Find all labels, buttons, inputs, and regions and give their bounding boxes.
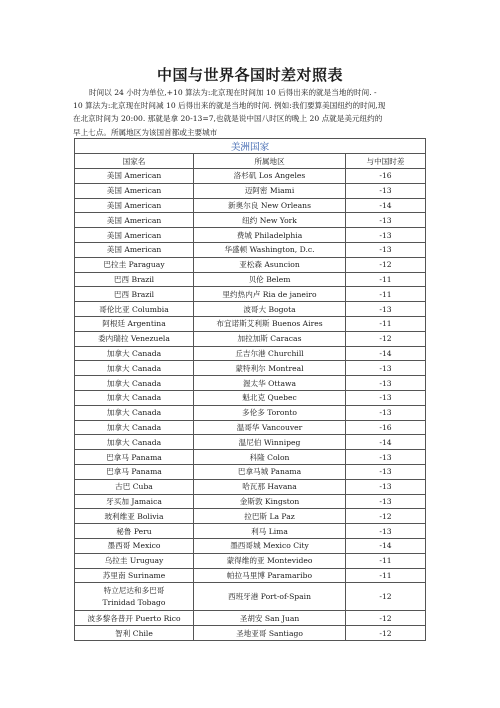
region-cell: 费城 Philadelphia — [194, 228, 346, 243]
region-cell: 墨西哥城 Mexico City — [194, 538, 346, 553]
country-cell: 苏里南 Suriname — [75, 568, 194, 583]
table-row — [75, 583, 426, 611]
document-title: 中国与世界各国时差对照表 — [156, 66, 343, 84]
table-row — [75, 361, 426, 376]
time-difference-cell: -13 — [346, 479, 426, 494]
table-row — [75, 169, 426, 184]
intro-paragraph — [73, 86, 433, 139]
time-difference-cell: -12 — [346, 626, 426, 641]
table-row — [75, 242, 426, 257]
intro-line: 10 算法为:北京现在时间减 10 后得出来的就是当地的时间. 例如:我们要算美国纽约的时间,现 — [73, 101, 386, 111]
table-row — [75, 316, 426, 331]
country-cell — [75, 583, 194, 611]
time-difference-cell: -13 — [346, 376, 426, 391]
time-difference-cell: -13 — [346, 242, 426, 257]
table-row — [75, 435, 426, 450]
region-cell: 西班牙港 Port-of-Spain — [194, 583, 346, 611]
country-cell: 加拿大 Canada — [75, 390, 194, 405]
time-difference-cell: -11 — [346, 287, 426, 302]
country-cell: 加拿大 Canada — [75, 346, 194, 361]
country-cell: 巴西 Brazil — [75, 287, 194, 302]
table-row — [75, 553, 426, 568]
time-difference-cell: -14 — [346, 435, 426, 450]
table-row — [75, 228, 426, 243]
table-row — [75, 420, 426, 435]
table-row — [75, 538, 426, 553]
time-difference-cell: -11 — [346, 316, 426, 331]
table-row — [75, 611, 426, 626]
table-row — [75, 464, 426, 479]
time-difference-cell: -11 — [346, 272, 426, 287]
intro-line: 时间以 24 小时为单位,+10 算法为:北京现在时间加 10 后得出来的就是当地的时间. - — [89, 88, 377, 97]
region-cell: 圣地亚哥 Santiago — [194, 626, 346, 641]
region-cell: 洛杉矶 Los Angeles — [194, 169, 346, 184]
time-difference-cell: -13 — [346, 183, 426, 198]
table-row — [75, 272, 426, 287]
region-cell: 迈阿密 Miami — [194, 183, 346, 198]
table-row — [75, 450, 426, 465]
table-row — [75, 302, 426, 317]
table-row — [75, 198, 426, 213]
table-row — [75, 405, 426, 420]
time-difference-cell: -13 — [346, 524, 426, 539]
country-cell: 秘鲁 Peru — [75, 524, 194, 539]
country-cell: 加拿大 Canada — [75, 420, 194, 435]
table-row — [75, 376, 426, 391]
time-difference-cell: -16 — [346, 169, 426, 184]
country-cell: 巴拿马 Panama — [75, 464, 194, 479]
region-cell: 贝伦 Belem — [194, 272, 346, 287]
table-row — [75, 626, 426, 641]
table-row — [75, 390, 426, 405]
time-difference-cell: -12 — [346, 611, 426, 626]
region-cell: 拉巴斯 La Paz — [194, 509, 346, 524]
region-cell: 新奥尔良 New Orleans — [194, 198, 346, 213]
table-row — [75, 479, 426, 494]
country-cell: 巴拿马 Panama — [75, 450, 194, 465]
time-difference-cell: -13 — [346, 228, 426, 243]
country-cell: 古巴 Cuba — [75, 479, 194, 494]
region-cell: 巴拿马城 Panama — [194, 464, 346, 479]
country-cell: 美国 American — [75, 183, 194, 198]
table-row — [75, 568, 426, 583]
region-cell: 帕拉马里博 Paramaribo — [194, 568, 346, 583]
time-difference-table — [74, 138, 426, 641]
time-difference-cell: -12 — [346, 257, 426, 272]
region-cell: 蒙特利尔 Montreal — [194, 361, 346, 376]
column-header-difference: 与中国时差 — [346, 154, 426, 169]
time-difference-cell: -11 — [346, 553, 426, 568]
region-cell: 温哥华 Vancouver — [194, 420, 346, 435]
table-row — [75, 346, 426, 361]
time-difference-cell: -13 — [346, 213, 426, 228]
table-row — [75, 213, 426, 228]
country-cell: 巴西 Brazil — [75, 272, 194, 287]
intro-line: 在北京时间为 20:00. 那就是拿 20-13=7,也就是说中国八时区的晚上 20 点就是美元纽约的 — [73, 114, 383, 124]
table-row — [75, 509, 426, 524]
table-row — [75, 257, 426, 272]
region-title: 美洲国家 — [75, 139, 426, 154]
country-cell: 加拿大 Canada — [75, 405, 194, 420]
column-header-region: 所属地区 — [194, 154, 346, 169]
time-difference-cell: -13 — [346, 464, 426, 479]
region-cell: 渥太华 Ottawa — [194, 376, 346, 391]
country-cell: 牙买加 Jamaica — [75, 494, 194, 509]
country-cell: 玻利维亚 Bolivia — [75, 509, 194, 524]
country-cell: 美国 American — [75, 242, 194, 257]
region-cell: 哈瓦那 Havana — [194, 479, 346, 494]
region-cell: 纽约 New York — [194, 213, 346, 228]
country-cell: 委内瑞拉 Venezuela — [75, 331, 194, 346]
time-difference-cell: -13 — [346, 405, 426, 420]
time-difference-cell: -13 — [346, 450, 426, 465]
time-difference-cell: -13 — [346, 390, 426, 405]
country-cell: 阿根廷 Argentina — [75, 316, 194, 331]
table-row — [75, 331, 426, 346]
country-cell: 巴拉圭 Paraguay — [75, 257, 194, 272]
region-cell: 亚松森 Asuncion — [194, 257, 346, 272]
column-header-country: 国家名 — [75, 154, 194, 169]
country-name-line: 特立尼达和多巴哥 — [103, 585, 165, 595]
column-header-row — [75, 154, 426, 169]
time-difference-cell: -11 — [346, 568, 426, 583]
country-cell: 加拿大 Canada — [75, 435, 194, 450]
time-difference-cell: -13 — [346, 361, 426, 376]
region-cell: 里约热内卢 Ria de janeiro — [194, 287, 346, 302]
time-difference-cell: -12 — [346, 583, 426, 611]
time-difference-cell: -16 — [346, 420, 426, 435]
country-cell: 美国 American — [75, 228, 194, 243]
country-cell: 波多黎各普开 Puerto Rico — [75, 611, 194, 626]
time-difference-cell: -13 — [346, 494, 426, 509]
region-cell: 波哥大 Bogota — [194, 302, 346, 317]
country-cell: 智利 Chile — [75, 626, 194, 641]
country-cell: 美国 American — [75, 213, 194, 228]
region-cell: 金斯敦 Kingston — [194, 494, 346, 509]
country-cell: 哥伦比亚 Columbia — [75, 302, 194, 317]
table-row — [75, 287, 426, 302]
table-row — [75, 494, 426, 509]
region-cell: 圣胡安 San Juan — [194, 611, 346, 626]
region-cell: 加拉加斯 Caracas — [194, 331, 346, 346]
country-cell: 加拿大 Canada — [75, 376, 194, 391]
time-difference-cell: -12 — [346, 509, 426, 524]
time-difference-cell: -14 — [346, 538, 426, 553]
region-cell: 温尼伯 Winnipeg — [194, 435, 346, 450]
country-cell: 美国 American — [75, 169, 194, 184]
table-row — [75, 524, 426, 539]
region-cell: 利马 Lima — [194, 524, 346, 539]
region-cell: 丘吉尔港 Churchill — [194, 346, 346, 361]
region-cell: 多伦多 Toronto — [194, 405, 346, 420]
region-header-row — [75, 139, 426, 154]
time-difference-cell: -13 — [346, 302, 426, 317]
table-row — [75, 183, 426, 198]
region-cell: 蒙得维的亚 Montevideo — [194, 553, 346, 568]
region-cell: 科隆 Colon — [194, 450, 346, 465]
intro-line: 早上七点。所属地区为该国首都或主要城市 — [73, 127, 218, 137]
time-difference-cell: -12 — [346, 331, 426, 346]
country-name-line: Trinidad Tobago — [102, 597, 166, 607]
region-cell: 华盛顿 Washington, D.c. — [194, 242, 346, 257]
country-cell: 乌拉圭 Uruguay — [75, 553, 194, 568]
time-difference-cell: -14 — [346, 198, 426, 213]
country-cell: 墨西哥 Mexico — [75, 538, 194, 553]
region-cell: 魁北克 Quebec — [194, 390, 346, 405]
country-cell: 美国 American — [75, 198, 194, 213]
country-cell: 加拿大 Canada — [75, 361, 194, 376]
region-cell: 布宜诺斯艾利斯 Buenos Aires — [194, 316, 346, 331]
time-difference-cell: -14 — [346, 346, 426, 361]
